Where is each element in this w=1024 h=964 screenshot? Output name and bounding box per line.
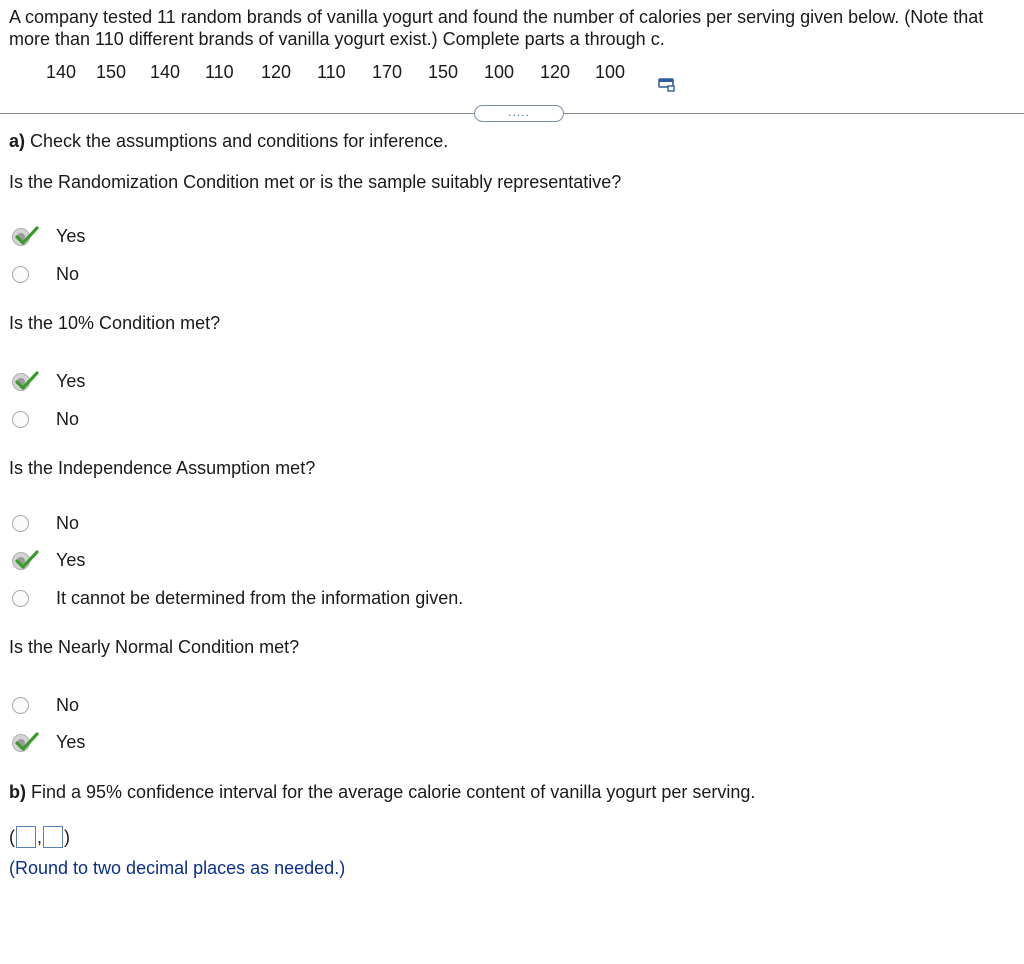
option-independence-no[interactable] — [9, 510, 80, 536]
upper-bound-input[interactable] — [43, 826, 63, 848]
selected-radio-check-icon[interactable] — [9, 224, 39, 248]
radio-button[interactable] — [12, 590, 29, 607]
data-value: 120 — [540, 61, 571, 82]
radio-button[interactable] — [12, 515, 29, 532]
option-randomization-no[interactable] — [9, 261, 80, 287]
option-label: Yes — [56, 731, 86, 752]
expand-collapse-button[interactable] — [474, 105, 564, 122]
selected-radio-check-icon[interactable] — [9, 548, 39, 572]
data-value: 110 — [317, 61, 346, 82]
option-ten-percent-yes[interactable] — [9, 368, 86, 394]
option-label: No — [56, 263, 80, 284]
option-label: Yes — [56, 225, 86, 246]
open-paren: ( — [9, 826, 15, 847]
radio-button[interactable] — [12, 411, 29, 428]
part-a-heading — [9, 131, 448, 152]
expander-dots: ..... — [508, 104, 530, 119]
problem-statement: A company tested 11 random brands of vanilla yogurt and found the number of calories per serving given below. (Note that more than 110 different brands of vanilla yogurt exist.) Complete parts a through c. — [9, 7, 984, 49]
rounding-hint: (Round to two decimal places as needed.) — [9, 858, 346, 878]
data-value: 120 — [261, 61, 292, 82]
data-value: 100 — [595, 61, 626, 82]
option-label: No — [56, 694, 80, 715]
option-label: Yes — [56, 370, 86, 391]
question-nearly-normal: Is the Nearly Normal Condition met? — [9, 637, 300, 657]
data-value: 150 — [428, 61, 459, 82]
close-paren: ) — [64, 826, 71, 847]
option-label: No — [56, 408, 80, 429]
option-label: No — [56, 512, 80, 533]
data-value: 170 — [372, 61, 403, 82]
selected-radio-check-icon[interactable] — [9, 369, 39, 393]
option-nearly-normal-no[interactable] — [9, 692, 80, 718]
part-a-text: Check the assumptions and conditions for inference. — [25, 131, 449, 151]
radio-button[interactable] — [12, 697, 29, 714]
copy-data-icon[interactable] — [658, 78, 676, 92]
data-value: 140 — [46, 61, 77, 82]
confidence-interval-answer — [9, 826, 70, 848]
comma-separator: , — [37, 826, 43, 847]
question-independence: Is the Independence Assumption met? — [9, 458, 316, 478]
data-value: 140 — [150, 61, 181, 82]
part-b-label: b) — [9, 782, 26, 802]
lower-bound-input[interactable] — [16, 826, 36, 848]
data-value: 100 — [484, 61, 515, 82]
selected-radio-check-icon[interactable] — [9, 730, 39, 754]
question-ten-percent: Is the 10% Condition met? — [9, 313, 221, 333]
question-randomization: Is the Randomization Condition met or is the sample suitably representative? — [9, 172, 622, 192]
part-b-text: Find a 95% confidence interval for the average calorie content of vanilla yogurt per serving. — [26, 782, 756, 802]
part-b-heading — [9, 782, 755, 803]
option-nearly-normal-yes[interactable] — [9, 729, 86, 755]
data-value: 150 — [96, 61, 127, 82]
option-ten-percent-no[interactable] — [9, 406, 80, 432]
radio-button[interactable] — [12, 266, 29, 283]
option-label: Yes — [56, 549, 86, 570]
option-label: It cannot be determined from the information given. — [56, 587, 464, 608]
part-a-label: a) — [9, 131, 26, 151]
data-value: 110 — [205, 61, 234, 82]
option-independence-undetermined[interactable] — [9, 585, 464, 611]
option-randomization-yes[interactable] — [9, 223, 86, 249]
option-independence-yes[interactable] — [9, 547, 86, 573]
